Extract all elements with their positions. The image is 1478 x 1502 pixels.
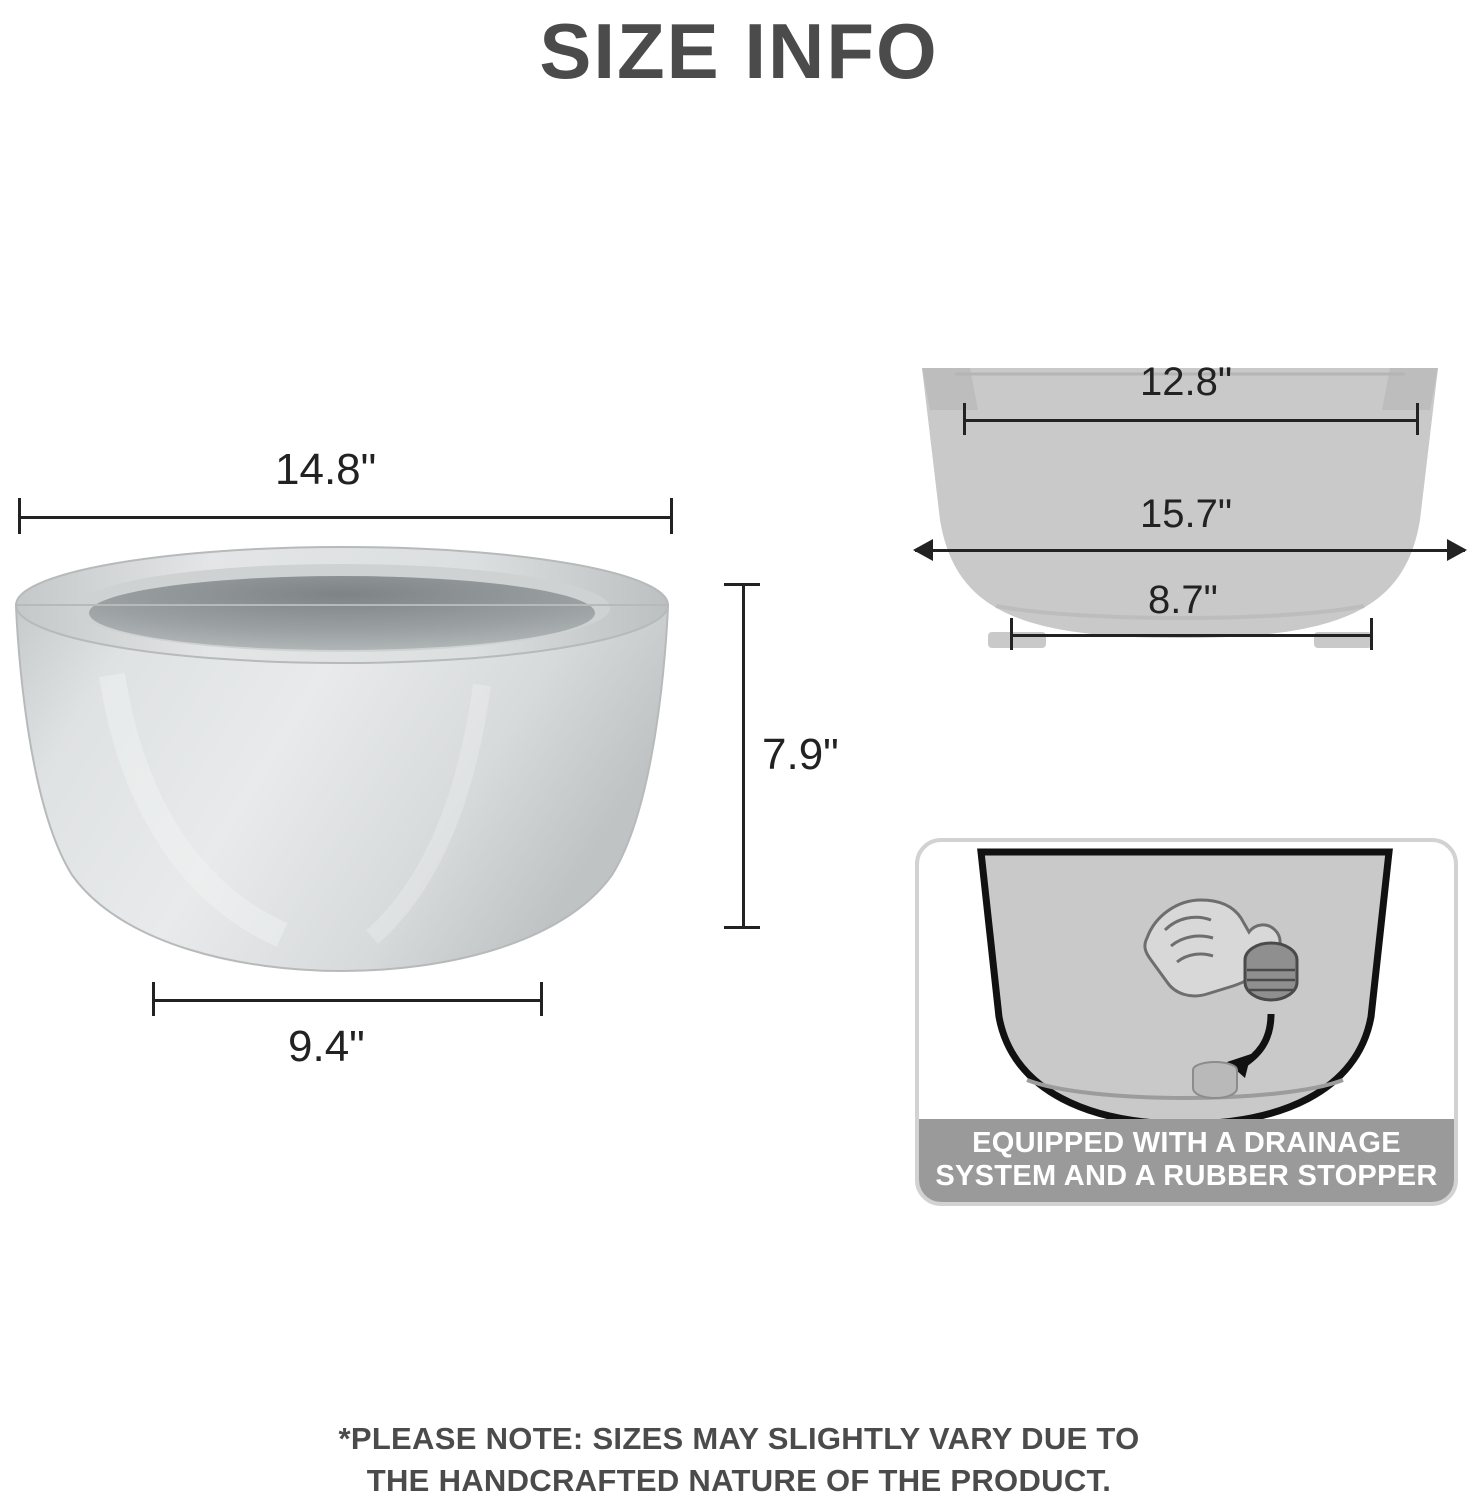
dimension-label-side-outer-width: 15.7"	[1140, 492, 1233, 536]
dimension-label-side-base-width: 8.7"	[1148, 578, 1218, 622]
dimension-line-base-width	[152, 999, 542, 1002]
dimension-tick-top-right	[670, 498, 673, 534]
drainage-caption	[919, 1119, 1454, 1202]
footnote-line1: *PLEASE NOTE: SIZES MAY SLIGHTLY VARY DUE TO	[338, 1421, 1140, 1456]
dimension-line-height	[742, 583, 745, 928]
dimension-line-side-inner-top	[963, 419, 1418, 422]
dimension-arrow-side-outer-right	[1447, 539, 1467, 561]
dimension-tick-top-left	[18, 498, 21, 534]
drainage-caption-line1: EQUIPPED WITH A DRAINAGE	[972, 1127, 1401, 1160]
dimension-tick-side-base-left	[1010, 618, 1013, 650]
dimension-tick-side-inner-right	[1416, 403, 1419, 435]
drain-plug-icon	[1193, 1062, 1237, 1098]
rubber-stopper-icon	[1245, 943, 1297, 1000]
dimension-line-side-base-width	[1010, 634, 1372, 637]
drainage-caption-line2: SYSTEM AND A RUBBER STOPPER	[935, 1159, 1438, 1192]
dimension-tick-height-bottom	[724, 926, 760, 929]
planter-front-view-image	[12, 545, 672, 975]
dimension-tick-base-left	[152, 982, 155, 1016]
dimension-tick-base-right	[540, 982, 543, 1016]
dimension-arrow-side-outer-left	[913, 539, 933, 561]
dimension-line-side-outer-width	[915, 549, 1465, 552]
dimension-label-side-inner-top: 12.8"	[1140, 360, 1233, 404]
dimension-line-top-width	[18, 516, 672, 519]
footnote	[0, 1418, 1478, 1502]
dimension-tick-height-top	[724, 583, 760, 586]
dimension-label-height: 7.9"	[762, 730, 839, 779]
dimension-label-top-width: 14.8"	[275, 445, 377, 494]
footnote-line2: THE HANDCRAFTED NATURE OF THE PRODUCT.	[366, 1462, 1112, 1498]
dimension-tick-side-base-right	[1370, 618, 1373, 650]
drainage-callout-box	[915, 838, 1458, 1206]
dimension-tick-side-inner-left	[963, 403, 966, 435]
dimension-label-base-width: 9.4"	[288, 1022, 365, 1071]
page-title: SIZE INFO	[539, 7, 939, 95]
